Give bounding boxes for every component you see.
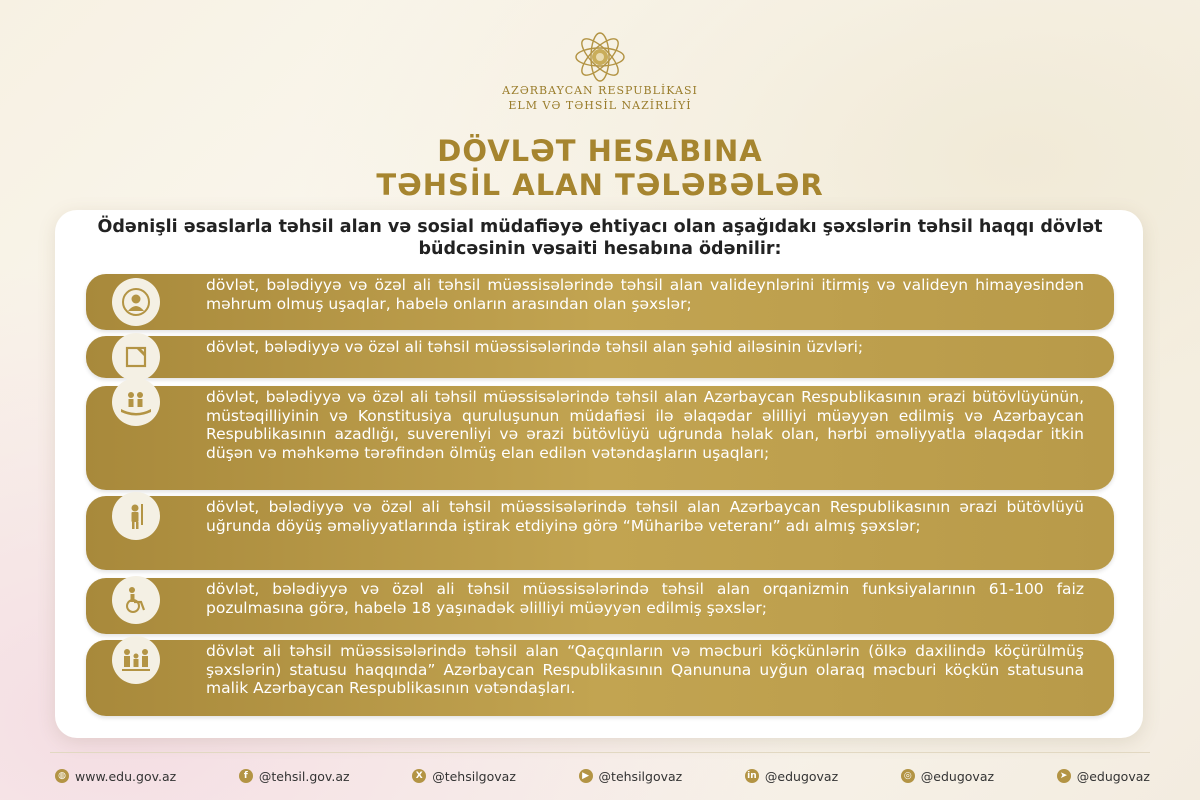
list-item bbox=[86, 386, 1114, 490]
list-item bbox=[86, 274, 1114, 330]
title-line2: TƏHSİL ALAN TƏLƏBƏLƏR bbox=[376, 168, 824, 202]
instagram-text: @edugovaz bbox=[920, 768, 995, 784]
website-text: www.edu.gov.az bbox=[75, 768, 177, 784]
telegram-link[interactable] bbox=[1057, 769, 1150, 784]
page-title bbox=[0, 134, 1200, 202]
person-icon bbox=[112, 278, 160, 326]
x-link[interactable] bbox=[412, 769, 516, 784]
list-item-text: dövlət, bələdiyyə və özəl ali təhsil müəssisələrində təhsil alan Azərbaycan Respublikasının ərazi bütövlüyü uğrunda döyüş əməliyyatlarında iştirak etdiyinə görə “Müharibə veteranı” adı almış şəxslər; bbox=[206, 498, 1084, 535]
youtube-text: @tehsilgovaz bbox=[598, 768, 683, 784]
soldier-icon bbox=[112, 492, 160, 540]
list-item-text: dövlət, bələdiyyə və özəl ali təhsil müəssisələrində təhsil alan şəhid ailəsinin üzvləri; bbox=[206, 338, 864, 356]
telegram-text: @edugovaz bbox=[1076, 768, 1150, 784]
list-item bbox=[86, 336, 1114, 378]
list-item-text: dövlət ali təhsil müəssisələrində təhsil alan “Qaçqınların və məcburi köçkünlərin (ölkə daxilində köçürülmüş şəxslərin) statusu haqqında” Azərbaycan Respublikasının Qanununa uyğun olaraq məcburi köçkün statusuna malik Azərbaycan Respublikasının vətəndaşları. bbox=[206, 642, 1084, 697]
list-item-text: dövlət, bələdiyyə və özəl ali təhsil müəssisələrində təhsil alan Azərbaycan Respublikasının ərazi bütövlüyünün, müstəqilliyinin və Konstitusiya quruluşunun müdafiəsi ilə əlaqədar əlilliyi müəyyən edilmiş və Azərbaycan Respublikasının azadlığı, suverenliyi və ərazi bütövlüyü uğrunda həlak olan, hərbi əməliyyatla əlaqədar itkin düşən və məhkəmə tərəfindən ölmüş elan edilən vətəndaşların uşaqları; bbox=[206, 388, 1084, 462]
youtube-icon: ▶ bbox=[579, 769, 593, 783]
list-item-text: dövlət, bələdiyyə və özəl ali təhsil müəssisələrində təhsil alan valideynlərini itirmiş və valideyn himayəsindən məhrum olmuş uşaqlar, habelə onların arasından olan şəxslər; bbox=[206, 276, 1084, 313]
title-line1: DÖVLƏT HESABINA bbox=[437, 134, 763, 168]
globe-icon: ◍ bbox=[55, 769, 69, 783]
footer-divider bbox=[50, 752, 1150, 753]
linkedin-link[interactable] bbox=[745, 769, 838, 784]
list-item bbox=[86, 496, 1114, 570]
linkedin-text: @edugovaz bbox=[764, 768, 839, 784]
list-item-text: dövlət, bələdiyyə və özəl ali təhsil müəssisələrində təhsil alan orqanizmin funksiyalarının 61-100 faiz pozulmasına görə, habelə 18 yaşınadək əlilliyi müəyyən edilmiş şəxslər; bbox=[206, 580, 1084, 617]
linkedin-icon: in bbox=[745, 769, 759, 783]
ministry-logo bbox=[0, 32, 1200, 112]
intro-text: Ödənişli əsaslarla təhsil alan və sosial müdafiəyə ehtiyacı olan aşağıdakı şəxslərin təhsil haqqı dövlət büdcəsinin vəsaiti hesabına ödənilir: bbox=[97, 217, 1103, 259]
wheelchair-icon bbox=[112, 576, 160, 624]
x-icon: X bbox=[412, 769, 426, 783]
family-hand-icon bbox=[112, 378, 160, 426]
telegram-icon: ➤ bbox=[1057, 769, 1071, 783]
social-footer bbox=[55, 766, 1150, 786]
instagram-icon: ◎ bbox=[901, 769, 915, 783]
org-name-line1: AZƏRBAYCAN RESPUBLİKASI bbox=[502, 84, 698, 97]
facebook-text: @tehsil.gov.az bbox=[258, 768, 350, 784]
instagram-link[interactable] bbox=[901, 769, 994, 784]
website-link[interactable] bbox=[55, 769, 176, 784]
org-name-line2: ELM VƏ TƏHSİL NAZİRLİYİ bbox=[508, 99, 692, 112]
list-item bbox=[86, 578, 1114, 634]
facebook-icon: f bbox=[239, 769, 253, 783]
x-text: @tehsilgovaz bbox=[432, 768, 516, 784]
memorial-frame-icon bbox=[112, 333, 160, 381]
ministry-emblem-icon bbox=[572, 32, 628, 82]
displaced-family-icon bbox=[112, 636, 160, 684]
facebook-link[interactable] bbox=[239, 769, 350, 784]
list-item bbox=[86, 640, 1114, 716]
youtube-link[interactable] bbox=[579, 769, 683, 784]
